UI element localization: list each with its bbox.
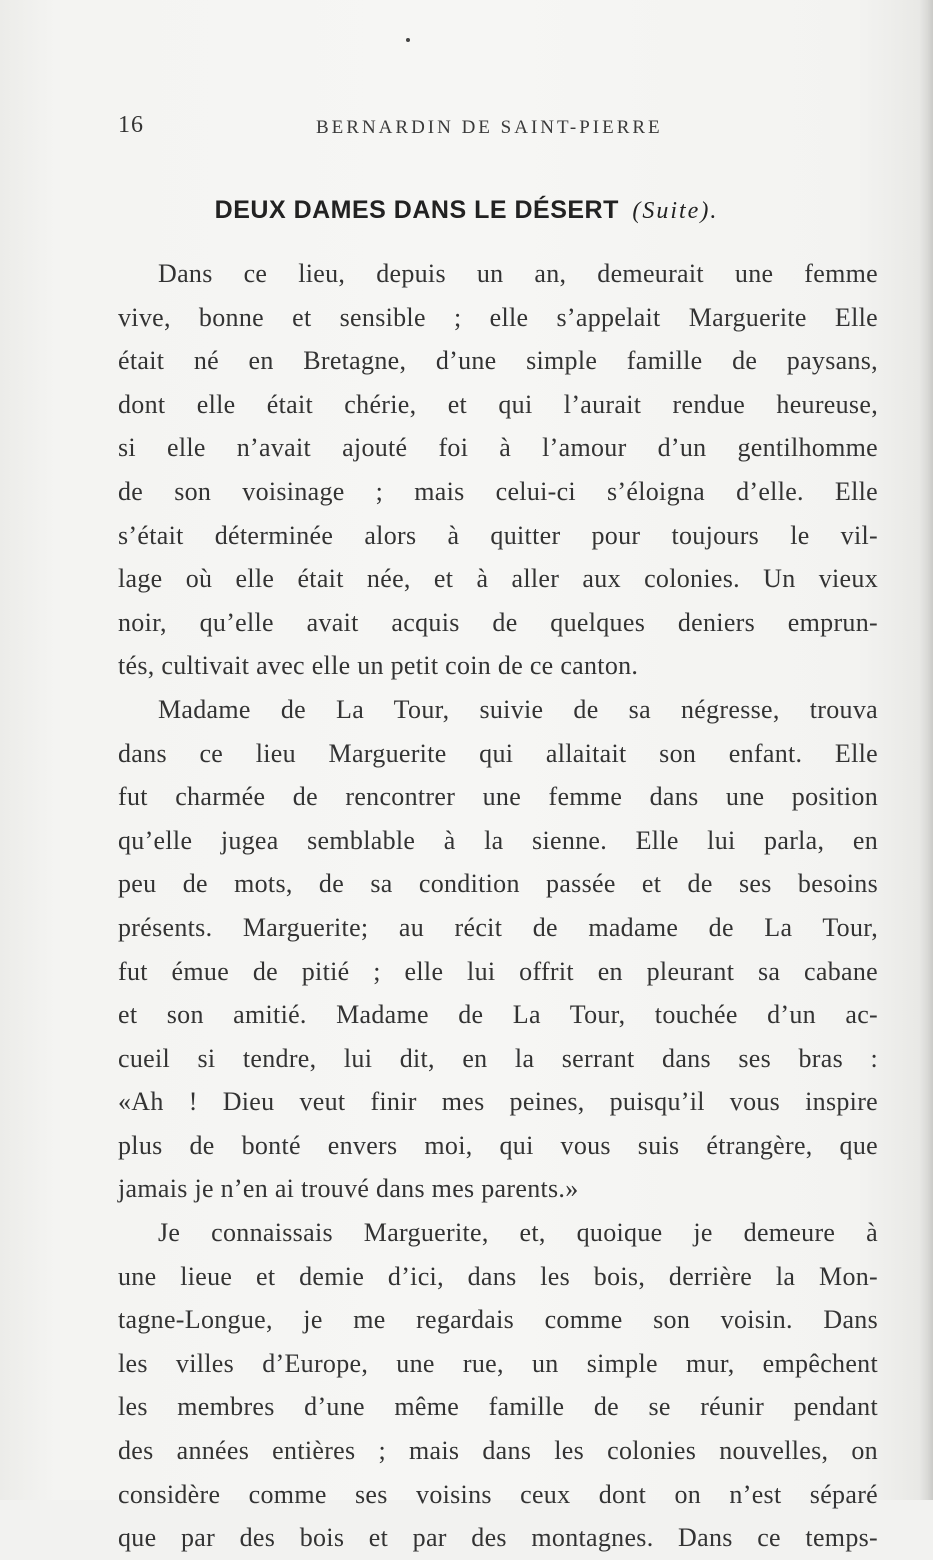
body-text [118, 252, 878, 1560]
text-line: Madame de La Tour, suivie de sa négresse, trouva [158, 694, 878, 724]
print-speck [406, 38, 410, 42]
chapter-title: DEUX DAMES DANS LE DÉSERT [214, 196, 619, 224]
text-line: si elle n’avait ajouté foi à l’amour d’un gentilhomme [118, 433, 878, 463]
text-line: Dans ce lieu, depuis un an, demeurait une femme [158, 259, 878, 288]
text-line: Je connaissais Marguerite, et, quoique je demeure à [158, 1218, 878, 1248]
text-line: de son voisinage ; mais celui-ci s’éloigna d’elle. Elle [118, 476, 878, 506]
text-line: dont elle était chérie, et qui l’aurait rendue heureuse, [118, 389, 878, 419]
text-line: fut émue de pitié ; elle lui offrit en pleurant sa cabane [118, 956, 878, 986]
text-line: s’était déterminée alors à quitter pour toujours le vil- [118, 520, 878, 550]
text-line: dans ce lieu Marguerite qui allaitait son enfant. Elle [118, 738, 878, 768]
text-line: des années entières ; mais dans les colonies nouvelles, on [118, 1436, 878, 1466]
text-line: vive, bonne et sensible ; elle s’appelait Marguerite Elle [118, 302, 878, 332]
page-edge-shadow [919, 0, 933, 1500]
text-line: qu’elle jugea semblable à la sienne. Elle lui parla, en [118, 825, 878, 855]
running-title: BERNARDIN DE SAINT-PIERRE [316, 117, 663, 138]
chapter-heading [0, 196, 933, 225]
running-head [118, 112, 878, 142]
text-line: était né en Bretagne, d’une simple famille de paysans, [118, 346, 878, 376]
text-line: «Ah ! Dieu veut finir mes peines, puisqu’il vous inspire [118, 1087, 878, 1117]
text-line: présents. Marguerite; au récit de madame de La Tour, [118, 912, 878, 942]
text-line: lage où elle était née, et à aller aux colonies. Un vieux [118, 564, 878, 594]
text-line: cueil si tendre, lui dit, en la serrant dans ses bras : [118, 1043, 878, 1073]
text-line: noir, qu’elle avait acquis de quelques deniers emprun- [118, 607, 878, 637]
text-line: les villes d’Europe, une rue, un simple mur, empêchent [118, 1348, 878, 1378]
text-line: fut charmée de rencontrer une femme dans une position [118, 782, 878, 812]
text-line: une lieue et demie d’ici, dans les bois, derrière la Mon- [118, 1261, 878, 1291]
text-line: et son amitié. Madame de La Tour, touchée d’un ac- [118, 1000, 878, 1030]
text-line: que par des bois et par des montagnes. Dans ce temps- [118, 1523, 878, 1553]
text-line: tés, cultivait avec elle un petit coin de ce canton. [118, 651, 639, 681]
text-line: jamais je n’en ai trouvé dans mes parents.» [118, 1174, 579, 1204]
text-line: peu de mots, de sa condition passée et de ses besoins [118, 869, 878, 899]
text-line: tagne-Longue, je me regardais comme son voisin. Dans [118, 1305, 878, 1335]
text-line: considère comme ses voisins ceux dont on n’est séparé [118, 1479, 878, 1509]
text-line: plus de bonté envers moi, qui vous suis étrangère, que [118, 1130, 878, 1160]
chapter-suite: (Suite). [632, 198, 719, 224]
text-line: les membres d’une même famille de se réunir pendant [118, 1392, 878, 1422]
page-number: 16 [118, 112, 144, 138]
